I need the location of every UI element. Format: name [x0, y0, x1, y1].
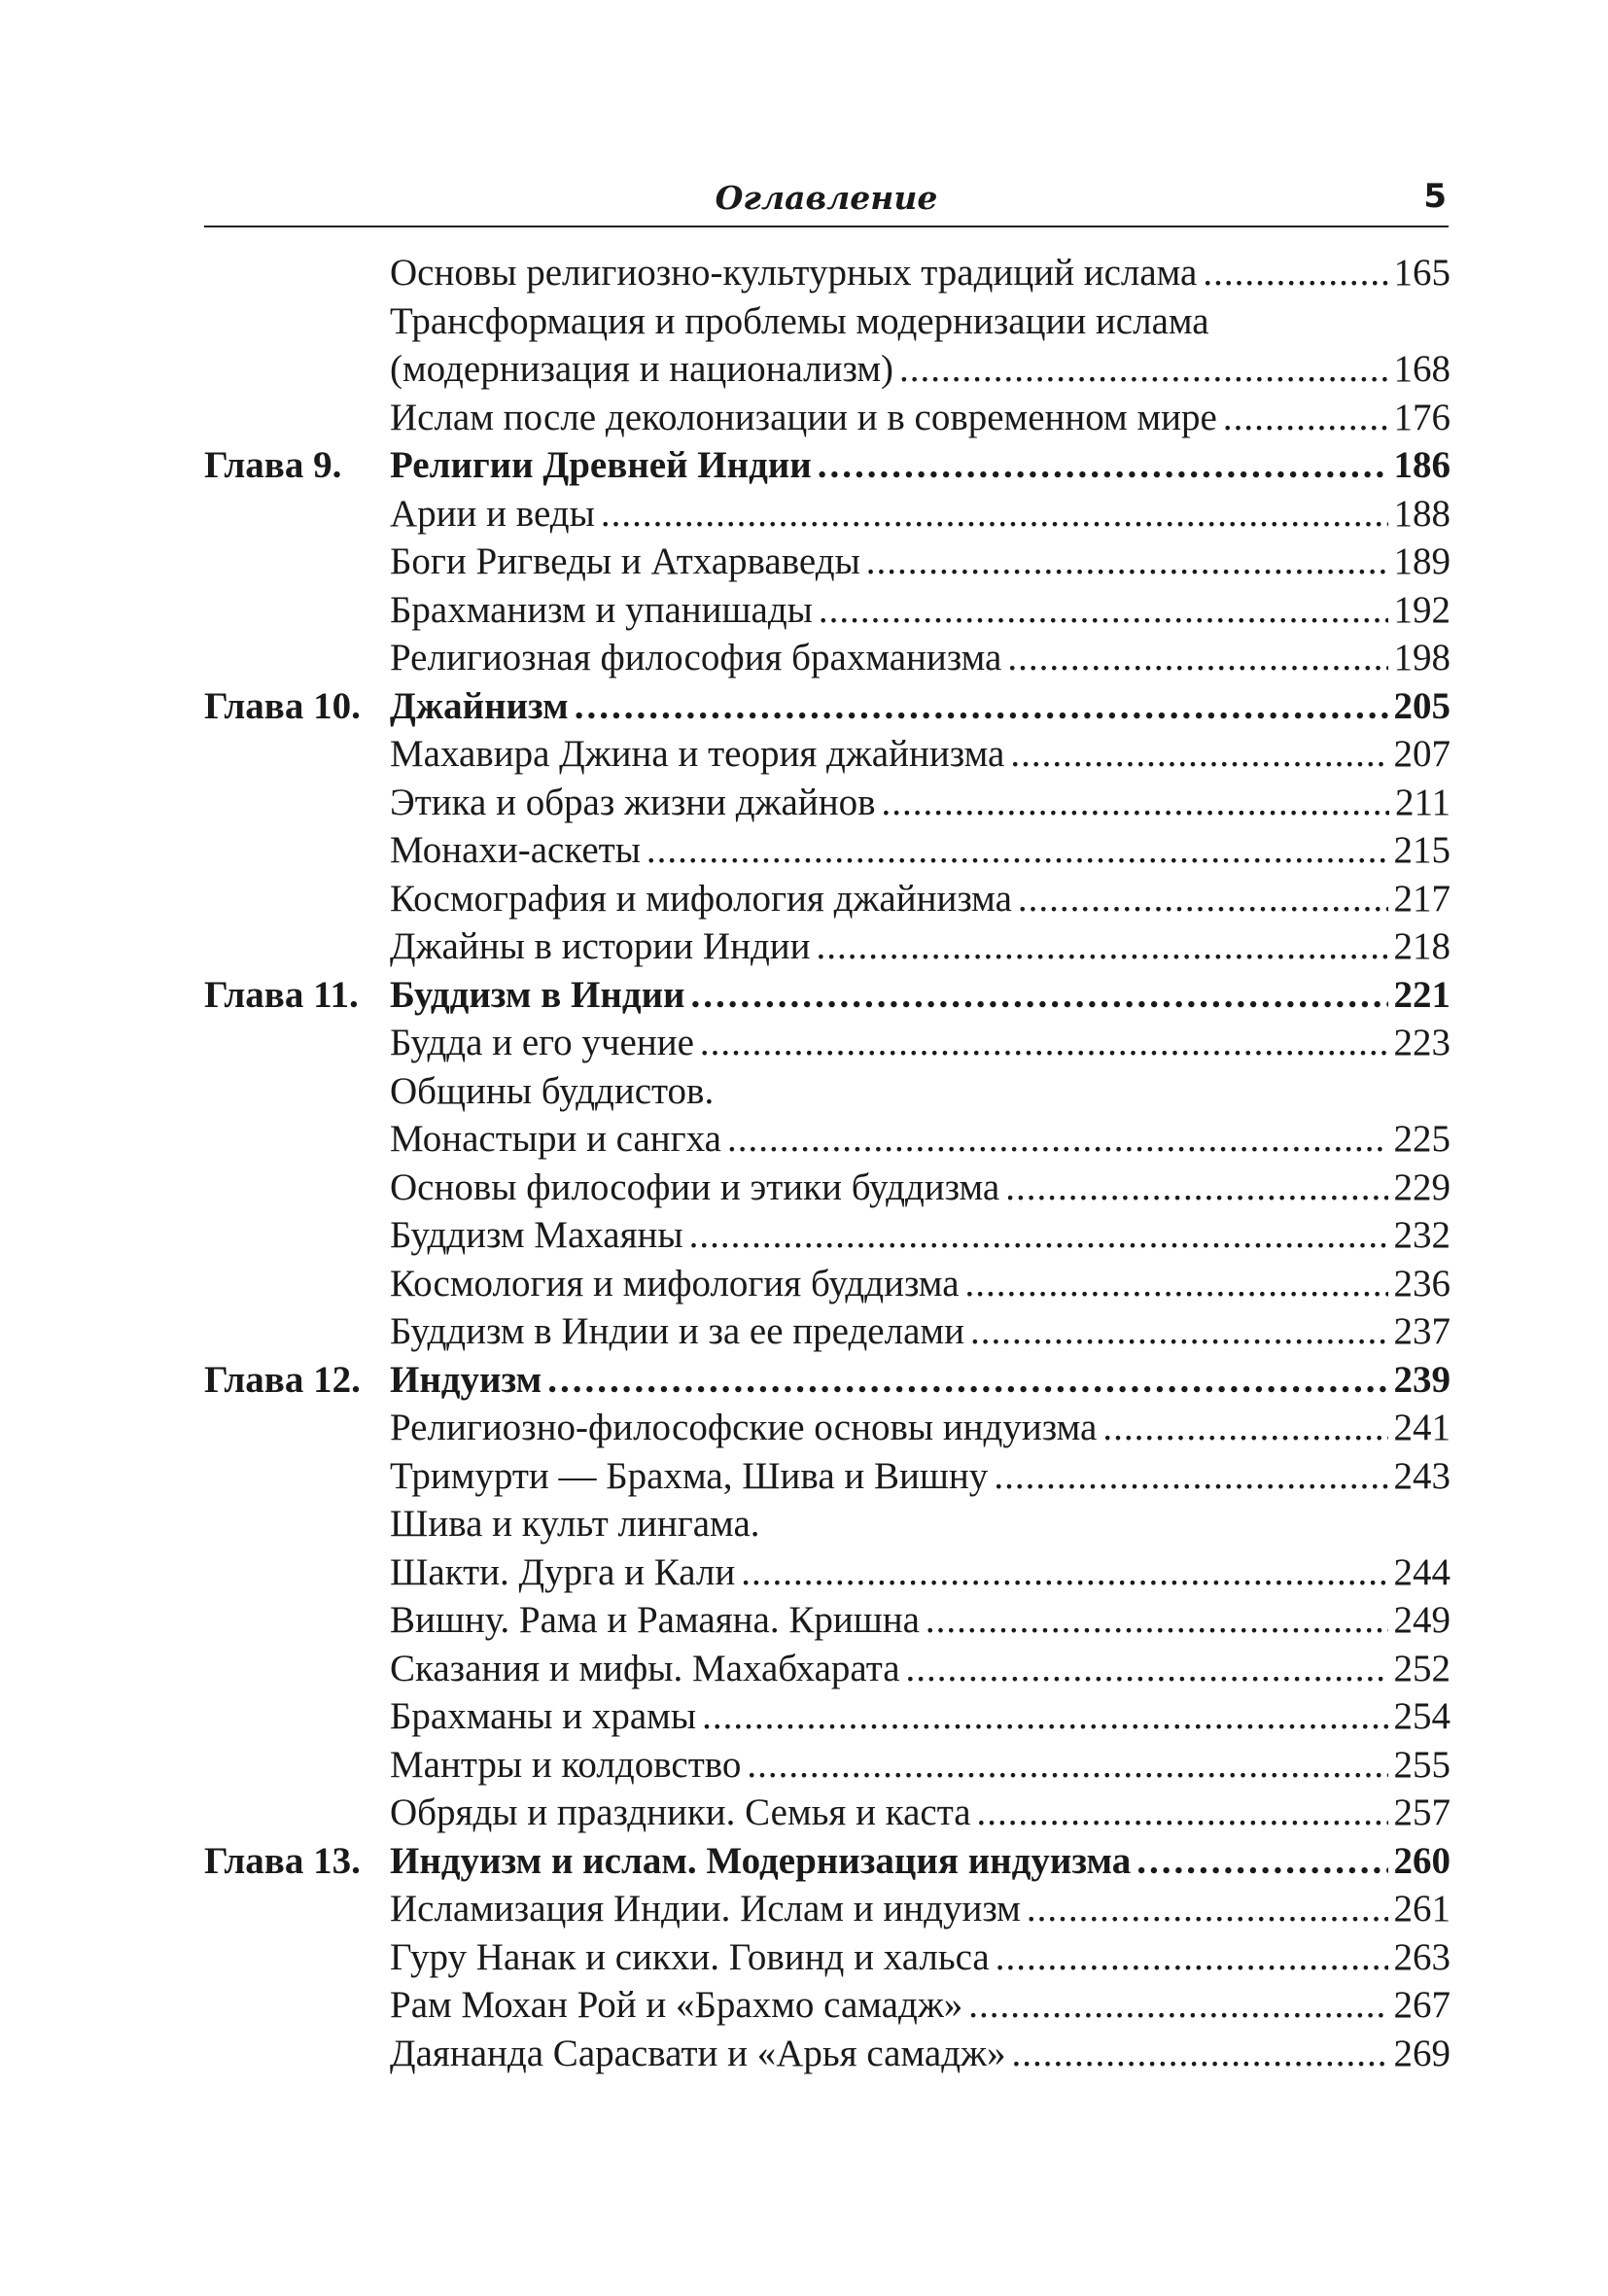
dot-leader [926, 1596, 1388, 1645]
toc-entry [390, 730, 1451, 779]
toc-row [204, 875, 1451, 923]
dot-leader [968, 1981, 1387, 2030]
entry-page-number: 261 [1393, 1888, 1451, 1930]
page-number: 5 [1423, 177, 1447, 216]
entry-title: Гуру Нанак и сикхи. Говинд и хальса [390, 1935, 990, 1978]
dot-leader [747, 1741, 1387, 1790]
entry-title: Боги Ригведы и Атхарваведы [390, 540, 860, 582]
entry-title: Общины буддистов. [390, 1069, 715, 1112]
entry-page-number: 236 [1393, 1262, 1451, 1305]
entry-page-number: 192 [1393, 588, 1451, 631]
toc-row [204, 1452, 1451, 1501]
entry-page-number: 223 [1393, 1022, 1451, 1063]
entry-page-number: 255 [1393, 1743, 1451, 1786]
entry-title: Основы философии и этики буддизма [390, 1165, 1000, 1208]
toc-row [204, 1211, 1451, 1260]
entry-page-number: 260 [1393, 1839, 1451, 1882]
dot-leader [702, 1692, 1387, 1741]
toc-row [204, 297, 1451, 346]
entry-title: Брахманизм и упанишады [390, 588, 813, 631]
entry-page-number: 244 [1393, 1550, 1451, 1593]
toc-entry [390, 1789, 1451, 1837]
toc-row [204, 490, 1451, 539]
toc-row [204, 1067, 1451, 1116]
toc-row [204, 634, 1451, 682]
entry-title: (модернизация и национализм) [390, 348, 894, 390]
toc-entry [390, 1837, 1451, 1886]
entry-title: Джайны в истории Индии [390, 925, 811, 967]
toc-entry [390, 1307, 1451, 1356]
toc-row [204, 1500, 1451, 1548]
entry-title: Сказания и мифы. Махабхарата [390, 1647, 900, 1689]
dot-leader [1102, 1404, 1387, 1452]
chapter-label: Глава 10. [204, 684, 361, 727]
dot-leader [727, 1115, 1388, 1164]
dot-leader [547, 1356, 1387, 1405]
toc-entry [390, 586, 1451, 635]
toc-entry [390, 971, 1451, 1020]
dot-leader [741, 1548, 1387, 1597]
dot-leader [977, 1789, 1388, 1837]
toc-entry [390, 1356, 1451, 1405]
entry-page-number: 239 [1393, 1358, 1451, 1401]
entry-page-number: 189 [1393, 540, 1451, 582]
toc-entry [390, 345, 1451, 394]
toc-entry [390, 634, 1451, 682]
toc-entry [390, 2030, 1451, 2078]
toc-entry [390, 779, 1451, 827]
chapter-label: Глава 9. [204, 444, 342, 486]
toc-row [204, 1115, 1451, 1164]
entry-page-number: 257 [1393, 1792, 1451, 1833]
entry-title: Буддизм в Индии и за ее пределами [390, 1310, 964, 1352]
toc-row [204, 1019, 1451, 1067]
running-header [204, 175, 1449, 227]
entry-title: Космография и мифология джайнизма [390, 877, 1012, 920]
toc-entry [390, 1692, 1451, 1741]
entry-page-number: 211 [1394, 781, 1451, 823]
entry-page-number: 215 [1393, 829, 1451, 871]
entry-title: Космология и мифология буддизма [390, 1262, 960, 1305]
toc-row [204, 1692, 1451, 1741]
entry-title: Тримурти — Брахма, Шива и Вишну [390, 1454, 989, 1497]
entry-title: Монастыри и сангха [390, 1118, 721, 1160]
toc-row [204, 730, 1451, 779]
toc-row [204, 2030, 1451, 2078]
toc-row [204, 922, 1451, 971]
entry-title: Религиозная философия брахманизма [390, 637, 1002, 678]
entry-page-number: 165 [1393, 252, 1451, 294]
dot-leader [818, 441, 1388, 490]
toc-row [204, 538, 1451, 586]
dot-leader [1007, 634, 1387, 682]
entry-page-number: 225 [1393, 1118, 1451, 1160]
entry-title: Арии и веды [390, 492, 595, 535]
toc-entry [390, 1596, 1451, 1645]
entry-page-number: 237 [1393, 1310, 1451, 1352]
entry-page-number: 229 [1393, 1165, 1451, 1208]
toc-entry [390, 441, 1451, 490]
toc-entry [390, 1452, 1451, 1501]
toc-entry [390, 1933, 1451, 1982]
entry-page-number: 267 [1393, 1984, 1451, 2026]
dot-leader [647, 826, 1388, 875]
toc-entry [390, 1260, 1451, 1308]
dot-leader [970, 1307, 1388, 1356]
entry-title: Мантры и колдовство [390, 1743, 742, 1786]
entry-title: Этика и образ жизни джайнов [390, 781, 876, 823]
entry-title: Брахманы и храмы [390, 1695, 697, 1737]
toc-entry [390, 1211, 1451, 1260]
toc-row [204, 1596, 1451, 1645]
dot-leader [1018, 875, 1388, 923]
entry-page-number: 221 [1393, 973, 1451, 1016]
toc-entry [390, 490, 1451, 539]
toc-chapter-row [204, 441, 1451, 490]
chapter-label: Глава 11. [204, 973, 359, 1016]
toc-entry [390, 922, 1451, 971]
dot-leader [1136, 1837, 1387, 1886]
toc-row [204, 1548, 1451, 1597]
entry-title: Монахи-аскеты [390, 829, 641, 871]
toc-row [204, 1307, 1451, 1356]
toc-row [204, 1741, 1451, 1790]
entry-title: Индуизм и ислам. Модернизация индуизма [390, 1839, 1132, 1882]
entry-title: Трансформация и проблемы модернизации ислама [390, 299, 1209, 342]
toc-entry [390, 1067, 1451, 1116]
entry-title: Шакти. Дурга и Кали [390, 1550, 736, 1593]
entry-title: Обряды и праздники. Семья и каста [390, 1792, 971, 1833]
entry-page-number: 217 [1393, 877, 1451, 920]
dot-leader [1011, 2030, 1387, 2078]
toc-entry [390, 1019, 1451, 1067]
table-of-contents [204, 249, 1451, 2077]
toc-row [204, 249, 1451, 297]
entry-page-number: 249 [1393, 1599, 1451, 1641]
toc-row [204, 394, 1451, 442]
entry-page-number: 263 [1393, 1935, 1451, 1978]
entry-title: Индуизм [390, 1358, 542, 1401]
toc-chapter-row [204, 1356, 1451, 1405]
dot-leader [817, 922, 1388, 971]
toc-row [204, 1981, 1451, 2030]
entry-title: Джайнизм [390, 684, 569, 727]
dot-leader [996, 1933, 1388, 1982]
toc-entry [390, 875, 1451, 923]
entry-title: Шива и культ лингама. [390, 1503, 760, 1545]
entry-page-number: 252 [1393, 1647, 1451, 1689]
entry-title: Махавира Джина и теория джайнизма [390, 733, 1005, 775]
dot-leader [899, 345, 1387, 394]
dot-leader [1027, 1885, 1388, 1933]
entry-title: Будда и его учение [390, 1022, 694, 1063]
toc-entry [390, 1645, 1451, 1693]
toc-chapter-row [204, 971, 1451, 1020]
toc-entry [390, 1404, 1451, 1452]
toc-row [204, 1933, 1451, 1982]
dot-leader [575, 682, 1388, 731]
dot-leader [1223, 394, 1388, 442]
dot-leader [819, 586, 1388, 635]
toc-chapter-row [204, 682, 1451, 731]
dot-leader [994, 1452, 1387, 1501]
entry-title: Рам Мохан Рой и «Брахмо самадж» [390, 1984, 963, 2026]
toc-entry [390, 1500, 1451, 1548]
dot-leader [601, 490, 1388, 539]
entry-page-number: 188 [1393, 492, 1451, 535]
entry-title: Основы религиозно-культурных традиций ислама [390, 252, 1198, 294]
dot-leader [1203, 249, 1387, 297]
entry-title: Буддизм Махаяны [390, 1214, 683, 1256]
dot-leader [881, 779, 1388, 827]
entry-page-number: 269 [1393, 2032, 1451, 2074]
toc-row [204, 779, 1451, 827]
toc-entry [390, 394, 1451, 442]
toc-entry [390, 1885, 1451, 1933]
toc-entry [390, 249, 1451, 297]
entry-page-number: 243 [1393, 1454, 1451, 1497]
toc-entry [390, 682, 1451, 731]
entry-page-number: 232 [1393, 1214, 1451, 1256]
entry-page-number: 207 [1393, 733, 1451, 775]
dot-leader [1010, 730, 1387, 779]
toc-entry [390, 1981, 1451, 2030]
dot-leader [691, 971, 1388, 1020]
toc-row [204, 826, 1451, 875]
toc-entry [390, 1164, 1451, 1212]
dot-leader [866, 538, 1388, 586]
toc-entry [390, 1548, 1451, 1597]
dot-leader [906, 1645, 1388, 1693]
entry-page-number: 198 [1393, 637, 1451, 678]
entry-title: Исламизация Индии. Ислам и индуизм [390, 1888, 1021, 1930]
chapter-label: Глава 13. [204, 1839, 361, 1882]
toc-row [204, 1260, 1451, 1308]
toc-entry [390, 1741, 1451, 1790]
entry-page-number: 254 [1393, 1695, 1451, 1737]
dot-leader [1005, 1164, 1387, 1212]
toc-entry [390, 1115, 1451, 1164]
toc-row [204, 1789, 1451, 1837]
entry-page-number: 186 [1393, 444, 1451, 486]
entry-page-number: 205 [1393, 684, 1451, 727]
toc-entry [390, 297, 1451, 346]
entry-title: Буддизм в Индии [390, 973, 685, 1016]
toc-row [204, 586, 1451, 635]
entry-title: Вишну. Рама и Рамаяна. Кришна [390, 1599, 920, 1641]
entry-title: Ислам после деколонизации и в современном мире [390, 396, 1217, 438]
entry-page-number: 241 [1393, 1407, 1451, 1448]
dot-leader [700, 1019, 1388, 1067]
entry-title: Даянанда Сарасвати и «Арья самадж» [390, 2032, 1006, 2074]
running-header-title: Оглавление [715, 179, 938, 217]
entry-title: Религиозно-философские основы индуизма [390, 1407, 1098, 1448]
toc-entry [390, 826, 1451, 875]
chapter-label: Глава 12. [204, 1358, 361, 1401]
toc-row [204, 345, 1451, 394]
entry-page-number: 168 [1393, 348, 1451, 390]
entry-page-number: 176 [1393, 396, 1451, 438]
toc-chapter-row [204, 1837, 1451, 1886]
entry-page-number: 218 [1393, 925, 1451, 967]
toc-entry [390, 538, 1451, 586]
toc-row [204, 1885, 1451, 1933]
dot-leader [689, 1211, 1388, 1260]
dot-leader [965, 1260, 1388, 1308]
entry-title: Религии Древней Индии [390, 444, 812, 486]
toc-row [204, 1164, 1451, 1212]
toc-row [204, 1645, 1451, 1693]
toc-row [204, 1404, 1451, 1452]
